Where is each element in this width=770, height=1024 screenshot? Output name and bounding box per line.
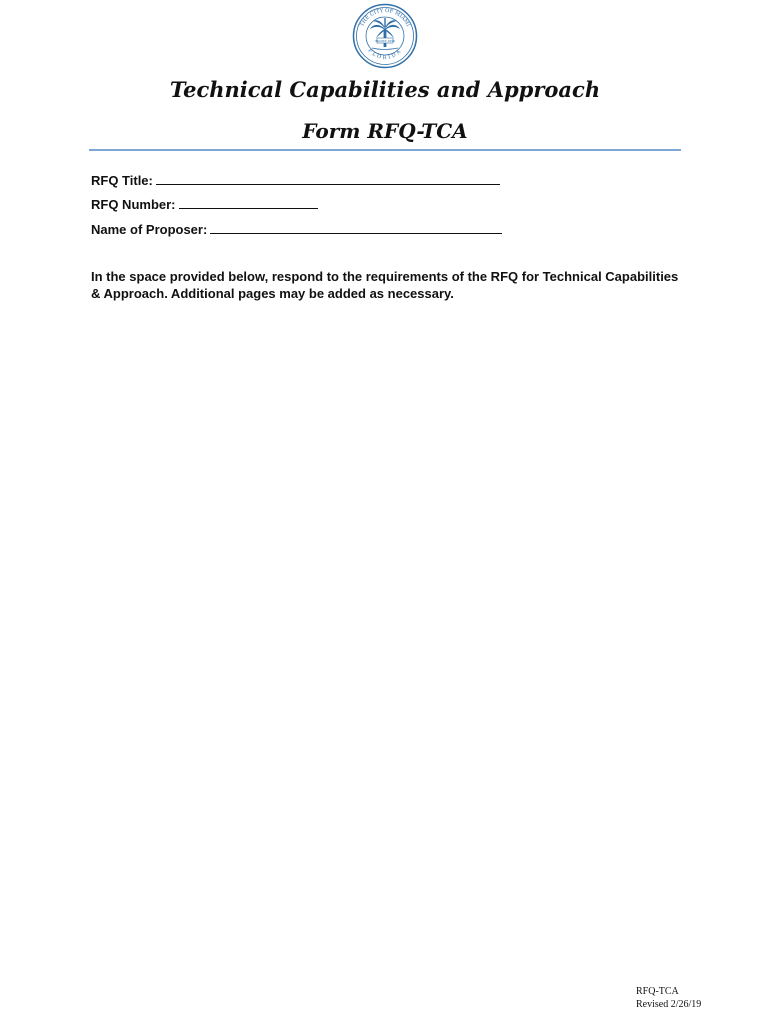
rfq-title-input-line[interactable] xyxy=(156,171,500,185)
seal-center-text: INCORP 1896 xyxy=(374,39,396,43)
rfq-number-label: RFQ Number: xyxy=(91,197,176,212)
rfq-title-field xyxy=(91,171,500,188)
form-id-title: Form RFQ-TCA xyxy=(302,119,468,143)
proposer-name-input-line[interactable] xyxy=(210,220,502,234)
rfq-number-field xyxy=(91,195,318,212)
proposer-name-field xyxy=(91,220,502,237)
footer-form-id: RFQ-TCA xyxy=(636,986,679,997)
proposer-name-label: Name of Proposer: xyxy=(91,222,208,237)
page-footer xyxy=(636,985,701,1011)
rfq-number-input-line[interactable] xyxy=(179,195,318,209)
seal-bottom-text: FLORIDA xyxy=(366,47,404,62)
page-title: Technical Capabilities and Approach xyxy=(169,77,601,102)
seal-top-text: THE CITY OF MIAMI xyxy=(359,7,411,28)
title-divider xyxy=(89,149,681,151)
footer-revised-date: Revised 2/26/19 xyxy=(636,999,702,1010)
instructions-text: In the space provided below, respond to the requirements of the RFQ for Technical Capabilities & Approach. Additional pages may be added as necessary. xyxy=(91,269,679,301)
city-of-miami-seal xyxy=(352,3,418,69)
rfq-title-label: RFQ Title: xyxy=(91,173,153,188)
